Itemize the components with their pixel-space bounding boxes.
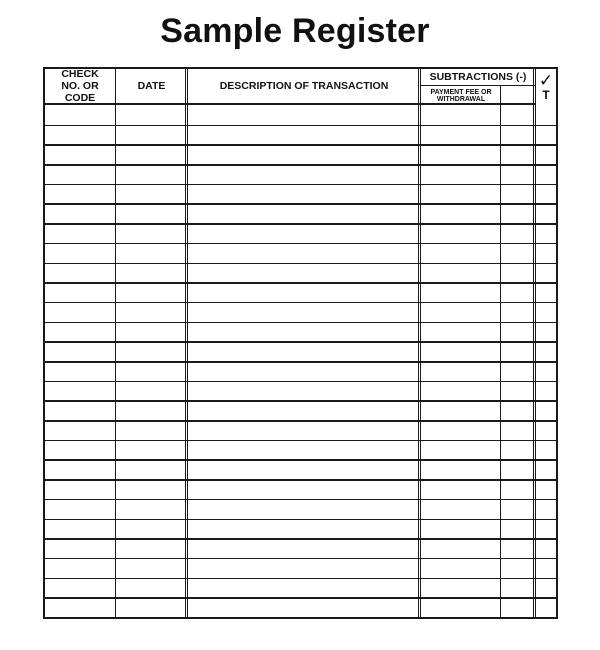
header-subtractions: SUBTRACTIONS (-)	[421, 69, 535, 86]
row-line	[45, 440, 556, 442]
header-date: DATE	[116, 69, 187, 105]
row-line	[45, 361, 556, 363]
check-mark-icon: ✓	[538, 70, 554, 91]
header-check-no: CHECK NO. OR CODE	[45, 69, 115, 105]
row-line	[45, 164, 556, 166]
header-cleared: ✓ T	[538, 70, 554, 102]
register-table	[43, 67, 558, 619]
row-line	[45, 243, 556, 245]
row-line	[45, 459, 556, 461]
row-line	[45, 538, 556, 540]
row-line	[45, 558, 556, 560]
header-subtractions-underline	[421, 69, 535, 105]
row-line	[45, 322, 556, 324]
row-line	[45, 282, 556, 284]
column-divider	[418, 69, 421, 617]
row-line	[45, 519, 556, 521]
column-divider	[533, 69, 536, 617]
row-line	[45, 263, 556, 265]
row-line	[45, 381, 556, 383]
row-line	[45, 479, 556, 481]
page-title: Sample Register	[160, 12, 430, 50]
row-line	[45, 400, 556, 402]
row-line	[45, 223, 556, 225]
column-divider	[185, 69, 188, 617]
row-line	[45, 420, 556, 422]
row-line	[45, 203, 556, 205]
row-line	[45, 597, 556, 599]
row-line	[45, 578, 556, 580]
header-payment: PAYMENT FEE OR WITHDRAWAL	[430, 88, 492, 103]
column-divider	[115, 69, 116, 617]
row-line	[45, 144, 556, 146]
row-line	[45, 125, 556, 127]
row-line	[45, 341, 556, 343]
row-line	[45, 184, 556, 186]
header-description: DESCRIPTION OF TRANSACTION	[188, 69, 420, 105]
row-line	[45, 302, 556, 304]
row-line	[45, 499, 556, 501]
